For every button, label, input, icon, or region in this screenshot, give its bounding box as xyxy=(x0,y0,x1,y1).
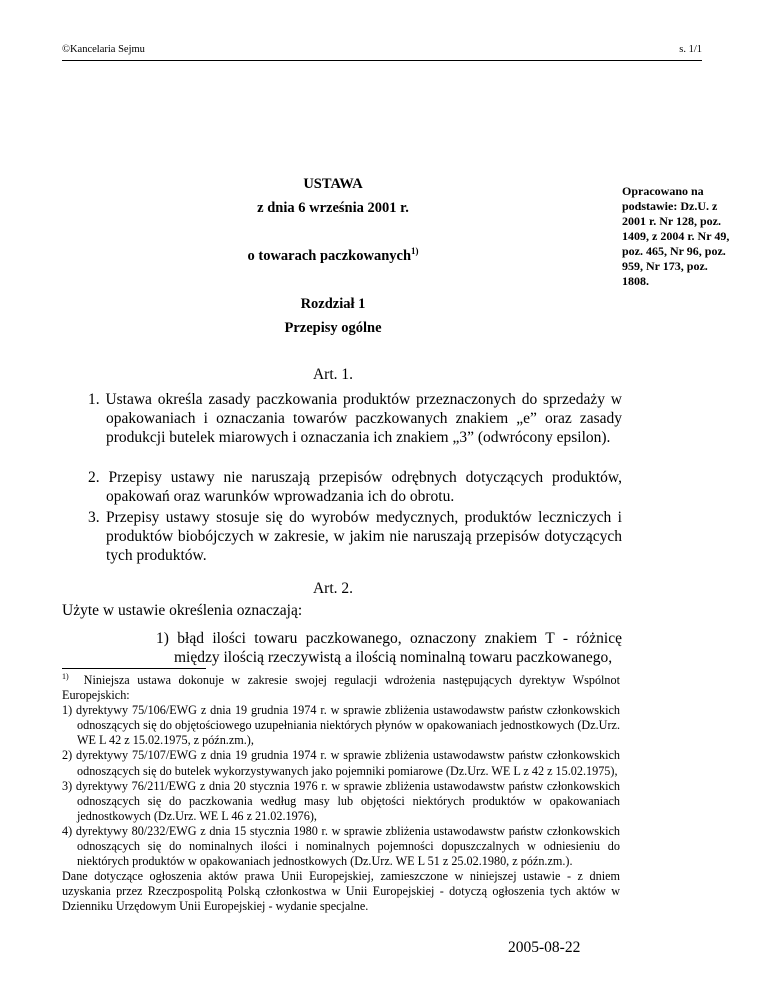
act-date: z dnia 6 września 2001 r. xyxy=(257,200,409,216)
art2-intro: Użyte w ustawie określenia oznaczają: xyxy=(62,602,303,619)
header-page-number: s. 1/1 xyxy=(679,44,702,55)
footnote-ref[interactable]: 1) xyxy=(411,246,419,256)
header-rule xyxy=(62,60,702,61)
footer-date: 2005-08-22 xyxy=(508,939,581,956)
footnote-intro-line xyxy=(62,673,620,703)
side-note-source: Opracowano na podstawie: Dz.U. z 2001 r. Nr 128, poz. 1409, z 2004 r. Nr 49, poz. 465, Nr 96, poz. 959, Nr 173, poz. 1808. xyxy=(622,184,730,288)
art2-item-1: 1) błąd ilości towaru paczkowanego, oznaczony znakiem T - różnicę między ilością rzeczywistą a ilością nominalną towaru paczkowanego, xyxy=(156,630,622,666)
footnote xyxy=(62,673,620,915)
act-subject-text: o towarach paczkowanych xyxy=(247,247,412,264)
act-subject xyxy=(62,246,604,265)
art1-paragraph-3: 3. Przepisy ustawy stosuje się do wyrobów medycznych, produktów leczniczych i produktów biobójczych w zakresie, w jakim nie naruszają przepisów dotyczących tych produktów. xyxy=(88,509,622,564)
art1-paragraph-1: 1. Ustawa określa zasady paczkowania produktów przeznaczonych do sprzedaży w opakowaniach i oznaczania towarów paczkowanych znakiem „e” oraz zasady produkcji butelek miarowych i oznaczania ich znakiem „3” (odwrócony epsilon). xyxy=(88,391,622,446)
footnote-item-3: 3) dyrektywy 76/211/EWG z dnia 20 stycznia 1976 r. w sprawie zbliżenia ustawodawstw państw członkowskich odnoszących się do paczkowania według masy lub objętości niektórych produktów w opakowaniach jednostkowych (Dz.Urz. WE L 46 z 21.02.1976), xyxy=(62,778,620,823)
footnote-item-1: 1) dyrektywy 75/106/EWG z dnia 19 grudnia 1974 r. w sprawie zbliżenia ustawodawstw państw członkowskich odnoszących się do objętościowego uzupełniania niektórych płynów w opakowaniach jednostkowych (Dz.Urz. WE L 42 z 15.02.1975, z późn.zm.), xyxy=(62,703,620,748)
footnote-item-4: 4) dyrektywy 80/232/EWG z dnia 15 stycznia 1980 r. w sprawie zbliżenia ustawodawstw państw członkowskich odnoszących się do nominalnych ilości i nominalnych pojemności dopuszczalnych w odniesieniu do niektórych produktów w opakowaniach jednostkowych (Dz.Urz. WE L 51 z 25.02.1980, z późn.zm.). xyxy=(62,823,620,869)
footnote-rule xyxy=(62,668,206,669)
header-source: ©Kancelaria Sejmu xyxy=(62,44,145,55)
footnote-marker: 1) xyxy=(62,671,69,681)
art2-heading: Art. 2. xyxy=(312,580,354,597)
act-type: USTAWA xyxy=(303,176,363,192)
chapter-number: Rozdział 1 xyxy=(300,296,366,312)
art1-paragraph-2: 2. Przepisy ustawy nie naruszają przepisów odrębnych dotyczących produktów, opakowań oraz warunków wprowadzania ich do obrotu. xyxy=(88,469,622,505)
footnote-item-2: 2) dyrektywy 75/107/EWG z dnia 19 grudnia 1974 r. w sprawie zbliżenia ustawodawstw państw członkowskich odnoszących się do butelek wykorzystywanych jako pojemniki pomiarowe (Dz.Urz. WE L z 42 z 15.02.1975), xyxy=(62,748,620,778)
footnote-closing: Dane dotyczące ogłoszenia aktów prawa Unii Europejskiej, zamieszczone w niniejszej ustawie - z dniem uzyskania przez Rzeczpospolitą Polską członkostwa w Unii Europejskiej - dotyczą ogłoszenia tych aktów w Dzienniku Urzędowym Unii Europejskiej - wydanie specjalne. xyxy=(62,869,620,914)
chapter-name: Przepisy ogólne xyxy=(284,320,382,336)
footnote-intro: Niniejsza ustawa dokonuje w zakresie swojej regulacji wdrożenia następujących dyrektyw Wspólnot Europejskich: xyxy=(62,673,621,703)
art1-heading: Art. 1. xyxy=(312,366,354,383)
